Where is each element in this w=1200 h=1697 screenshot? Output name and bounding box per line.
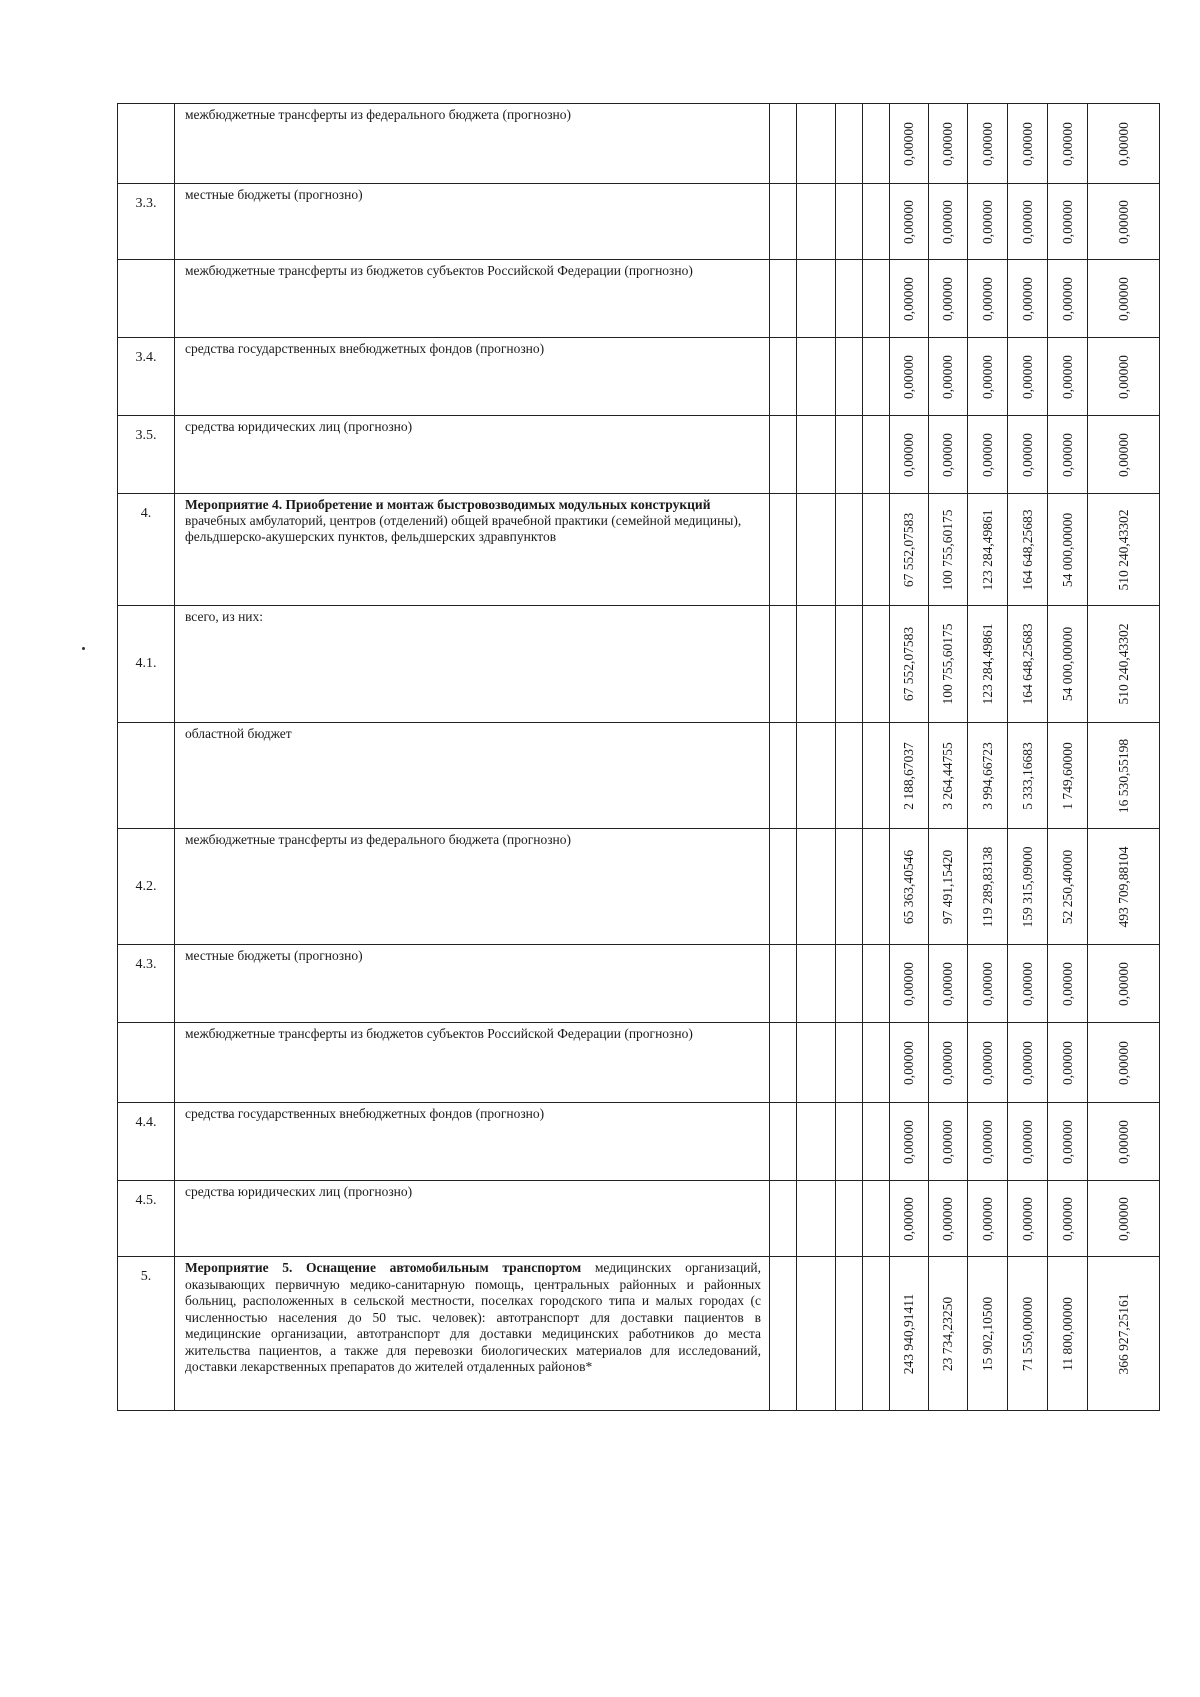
value-cell <box>1008 416 1048 494</box>
value-text: 71 550,00000 <box>1019 1296 1035 1371</box>
empty-cell <box>836 1181 863 1257</box>
value-cell <box>929 1181 968 1257</box>
value-cell <box>968 1257 1008 1411</box>
value-cell <box>1048 338 1088 416</box>
value-cell <box>890 723 929 829</box>
empty-cell <box>836 416 863 494</box>
row-label <box>175 1257 770 1411</box>
value-cell <box>1008 723 1048 829</box>
value-text: 159 315,09000 <box>1019 846 1035 927</box>
value-text: 0,00000 <box>1115 354 1131 399</box>
value-cell <box>890 104 929 184</box>
row-number: 4.3. <box>118 945 175 1023</box>
table-row <box>118 606 1160 723</box>
value-cell <box>1088 184 1160 260</box>
value-text: 67 552,07583 <box>901 512 916 587</box>
value-cell <box>968 416 1008 494</box>
empty-cell <box>836 260 863 338</box>
row-label <box>175 1103 770 1181</box>
row-label <box>175 104 770 184</box>
row-number <box>118 1023 175 1103</box>
value-cell <box>929 1103 968 1181</box>
row-label-text: средства государственных внебюджетных фондов (прогнозно) <box>185 1106 545 1121</box>
value-text: 0,00000 <box>979 961 995 1006</box>
empty-cell <box>770 416 797 494</box>
empty-cell <box>797 829 836 945</box>
row-number: 4. <box>118 494 175 606</box>
value-text: 0,00000 <box>979 1040 995 1085</box>
value-cell <box>1088 1023 1160 1103</box>
value-cell <box>968 104 1008 184</box>
empty-cell <box>797 104 836 184</box>
empty-cell <box>770 338 797 416</box>
value-cell <box>1048 1181 1088 1257</box>
empty-cell <box>836 1257 863 1411</box>
value-text: 0,00000 <box>1059 1196 1075 1241</box>
row-label-text: всего, из них: <box>185 609 264 624</box>
value-cell <box>890 494 929 606</box>
row-label <box>175 338 770 416</box>
row-label-text: средства юридических лиц (прогнозно) <box>185 419 413 434</box>
value-text: 0,00000 <box>940 1040 955 1085</box>
row-number <box>118 104 175 184</box>
row-number <box>118 723 175 829</box>
value-cell <box>890 1181 929 1257</box>
row-label <box>175 416 770 494</box>
value-cell <box>1088 1181 1160 1257</box>
empty-cell <box>797 260 836 338</box>
value-text: 0,00000 <box>1019 121 1035 166</box>
empty-cell <box>863 184 890 260</box>
empty-cell <box>863 1181 890 1257</box>
value-cell <box>968 184 1008 260</box>
value-cell <box>1088 1257 1160 1411</box>
value-cell <box>929 945 968 1023</box>
budget-table <box>117 103 1160 1411</box>
row-label <box>175 260 770 338</box>
row-number: 4.4. <box>118 1103 175 1181</box>
value-text: 0,00000 <box>940 354 955 399</box>
row-number <box>118 260 175 338</box>
value-cell <box>1048 1103 1088 1181</box>
value-cell <box>968 1181 1008 1257</box>
table-row <box>118 1257 1160 1411</box>
value-cell <box>1088 260 1160 338</box>
value-text: 54 000,00000 <box>1059 626 1075 702</box>
value-cell <box>968 945 1008 1023</box>
value-cell <box>890 945 929 1023</box>
empty-cell <box>770 494 797 606</box>
value-cell <box>1008 104 1048 184</box>
row-label-text: средства юридических лиц (прогнозно) <box>185 1184 413 1199</box>
value-cell <box>968 723 1008 829</box>
value-text: 1 749,60000 <box>1059 741 1075 810</box>
empty-cell <box>836 606 863 723</box>
value-text: 0,00000 <box>1115 1196 1131 1241</box>
empty-cell <box>770 184 797 260</box>
value-text: 0,00000 <box>1115 432 1131 477</box>
value-text: 510 240,43302 <box>1115 509 1131 590</box>
row-label <box>175 829 770 945</box>
table-row <box>118 184 1160 260</box>
table-row <box>118 338 1160 416</box>
empty-cell <box>797 338 836 416</box>
value-cell <box>1048 723 1088 829</box>
table-body <box>118 104 1160 1411</box>
value-text: 0,00000 <box>1059 199 1075 244</box>
empty-cell <box>797 1103 836 1181</box>
value-text: 0,00000 <box>901 354 916 399</box>
table-row <box>118 260 1160 338</box>
value-text: 65 363,40546 <box>901 849 916 924</box>
value-text: 0,00000 <box>1059 432 1075 477</box>
empty-cell <box>770 1023 797 1103</box>
empty-cell <box>836 1103 863 1181</box>
value-text: 0,00000 <box>1059 1119 1075 1164</box>
row-label <box>175 494 770 606</box>
value-text: 0,00000 <box>940 1196 955 1241</box>
empty-cell <box>836 338 863 416</box>
value-cell <box>1008 184 1048 260</box>
empty-cell <box>863 945 890 1023</box>
value-cell <box>1008 494 1048 606</box>
row-label-bold: Мероприятие 4. Приобретение и монтаж быстровозводимых модульных конструкций <box>185 497 711 512</box>
row-label <box>175 1023 770 1103</box>
empty-cell <box>770 829 797 945</box>
value-cell <box>968 606 1008 723</box>
value-cell <box>929 1023 968 1103</box>
value-text: 0,00000 <box>1115 199 1131 244</box>
empty-cell <box>797 945 836 1023</box>
value-cell <box>1048 1023 1088 1103</box>
row-label-text: межбюджетные трансферты из бюджетов субъектов Российской Федерации (прогнозно) <box>185 263 693 278</box>
value-cell <box>1048 829 1088 945</box>
row-label-text: средства государственных внебюджетных фондов (прогнозно) <box>185 341 545 356</box>
value-cell <box>1088 829 1160 945</box>
value-text: 0,00000 <box>1115 1040 1131 1085</box>
value-cell <box>890 829 929 945</box>
empty-cell <box>863 723 890 829</box>
value-text: 119 289,83138 <box>979 846 995 927</box>
value-cell <box>1008 1103 1048 1181</box>
empty-cell <box>797 494 836 606</box>
empty-cell <box>770 260 797 338</box>
value-text: 0,00000 <box>1059 121 1075 166</box>
empty-cell <box>863 338 890 416</box>
row-label-text: межбюджетные трансферты из бюджетов субъектов Российской Федерации (прогнозно) <box>185 1026 693 1041</box>
value-cell <box>929 184 968 260</box>
value-cell <box>1048 104 1088 184</box>
value-text: 54 000,00000 <box>1059 512 1075 587</box>
value-text: 100 755,60175 <box>940 623 955 705</box>
empty-cell <box>770 1257 797 1411</box>
table-row <box>118 494 1160 606</box>
value-text: 0,00000 <box>979 354 995 399</box>
value-cell <box>1048 260 1088 338</box>
value-text: 0,00000 <box>1019 961 1035 1006</box>
value-text: 5 333,16683 <box>1019 741 1035 810</box>
value-cell <box>929 494 968 606</box>
value-cell <box>890 184 929 260</box>
value-text: 0,00000 <box>1059 354 1075 399</box>
value-cell <box>1048 416 1088 494</box>
row-label <box>175 606 770 723</box>
empty-cell <box>863 829 890 945</box>
empty-cell <box>797 1181 836 1257</box>
value-text: 2 188,67037 <box>901 741 916 810</box>
empty-cell <box>770 1181 797 1257</box>
value-text: 3 994,66723 <box>979 741 995 810</box>
value-text: 0,00000 <box>1115 121 1131 166</box>
value-cell <box>1088 416 1160 494</box>
value-text: 510 240,43302 <box>1115 623 1131 705</box>
value-cell <box>968 494 1008 606</box>
empty-cell <box>863 104 890 184</box>
value-cell <box>890 416 929 494</box>
empty-cell <box>770 1103 797 1181</box>
row-label <box>175 945 770 1023</box>
empty-cell <box>770 723 797 829</box>
value-text: 0,00000 <box>901 121 916 166</box>
value-cell <box>929 338 968 416</box>
value-cell <box>968 260 1008 338</box>
empty-cell <box>836 723 863 829</box>
row-number: 4.2. <box>118 829 175 945</box>
value-cell <box>1008 1023 1048 1103</box>
empty-cell <box>797 184 836 260</box>
empty-cell <box>797 1023 836 1103</box>
empty-cell <box>863 606 890 723</box>
value-cell <box>929 104 968 184</box>
value-cell <box>1088 606 1160 723</box>
value-cell <box>1008 1181 1048 1257</box>
empty-cell <box>863 260 890 338</box>
value-text: 123 284,49861 <box>979 623 995 705</box>
value-cell <box>929 416 968 494</box>
empty-cell <box>797 723 836 829</box>
value-text: 67 552,07583 <box>901 626 916 702</box>
value-text: 23 734,23250 <box>940 1296 955 1371</box>
empty-cell <box>797 1257 836 1411</box>
empty-cell <box>836 1023 863 1103</box>
value-text: 97 491,15420 <box>940 849 955 924</box>
value-cell <box>968 338 1008 416</box>
table-row <box>118 416 1160 494</box>
value-text: 0,00000 <box>1019 1119 1035 1164</box>
value-text: 164 648,25683 <box>1019 509 1035 590</box>
row-number: 4.5. <box>118 1181 175 1257</box>
value-cell <box>929 260 968 338</box>
value-cell <box>1088 945 1160 1023</box>
empty-cell <box>770 104 797 184</box>
value-cell <box>890 1103 929 1181</box>
value-cell <box>1008 338 1048 416</box>
value-cell <box>929 1257 968 1411</box>
row-number: 4.1. <box>118 606 175 723</box>
value-text: 0,00000 <box>940 121 955 166</box>
value-text: 0,00000 <box>979 121 995 166</box>
value-cell <box>1088 1103 1160 1181</box>
empty-cell <box>863 416 890 494</box>
row-label <box>175 184 770 260</box>
value-cell <box>968 1103 1008 1181</box>
empty-cell <box>836 184 863 260</box>
value-cell <box>1048 945 1088 1023</box>
value-cell <box>1008 1257 1048 1411</box>
value-cell <box>1088 338 1160 416</box>
value-text: 0,00000 <box>1019 354 1035 399</box>
empty-cell <box>863 1023 890 1103</box>
value-text: 0,00000 <box>1019 276 1035 321</box>
value-text: 0,00000 <box>1115 276 1131 321</box>
table-row <box>118 104 1160 184</box>
value-text: 0,00000 <box>901 961 916 1006</box>
value-cell <box>968 1023 1008 1103</box>
value-text: 0,00000 <box>901 1040 916 1085</box>
value-text: 0,00000 <box>940 432 955 477</box>
value-cell <box>890 1023 929 1103</box>
value-text: 0,00000 <box>901 1119 916 1164</box>
empty-cell <box>836 494 863 606</box>
table-row <box>118 1103 1160 1181</box>
row-label-text: врачебных амбулаторий, центров (отделений) общей врачебной практики (семейной медицины), фельдшерско-акушерских пунктов, фельдшерских здравпунктов <box>185 513 742 544</box>
value-cell <box>1008 260 1048 338</box>
value-cell <box>1008 829 1048 945</box>
table-row <box>118 723 1160 829</box>
value-text: 0,00000 <box>940 276 955 321</box>
value-cell <box>1008 945 1048 1023</box>
value-text: 0,00000 <box>901 1196 916 1241</box>
value-text: 0,00000 <box>1019 1040 1035 1085</box>
row-label-text: местные бюджеты (прогнозно) <box>185 948 363 963</box>
row-label-text: межбюджетные трансферты из федерального бюджета (прогнозно) <box>185 107 572 122</box>
value-text: 493 709,88104 <box>1115 846 1131 927</box>
empty-cell <box>863 494 890 606</box>
value-cell <box>1088 723 1160 829</box>
value-cell <box>890 606 929 723</box>
value-text: 164 648,25683 <box>1019 623 1035 705</box>
row-label <box>175 1181 770 1257</box>
value-text: 0,00000 <box>940 199 955 244</box>
row-label-text: межбюджетные трансферты из федерального бюджета (прогнозно) <box>185 832 572 847</box>
value-text: 366 927,25161 <box>1115 1293 1131 1374</box>
value-text: 0,00000 <box>1115 961 1131 1006</box>
value-text: 0,00000 <box>1019 432 1035 477</box>
value-text: 0,00000 <box>979 1119 995 1164</box>
value-text: 0,00000 <box>979 276 995 321</box>
empty-cell <box>836 104 863 184</box>
empty-cell <box>836 945 863 1023</box>
row-label-text: областной бюджет <box>185 726 292 741</box>
row-label-text: медицинских организаций, оказывающих первичную медико-санитарную помощь, центральных районных и районных больниц, расположенных в сельской местности, поселках городского типа и малых городах (с численностью населения до 50 тыс. человек): автотранспорт для доставки пациентов в медицинские организации, автотранспорт для доставки медицинских работников до места жительства пациентов, а также для перевозки биологических материалов для исследований, доставки лекарственных препаратов до жителей отдаленных районов* <box>185 1260 761 1374</box>
row-label-text: местные бюджеты (прогнозно) <box>185 187 363 202</box>
value-cell <box>929 606 968 723</box>
empty-cell <box>863 1103 890 1181</box>
table-row <box>118 829 1160 945</box>
value-cell <box>1008 606 1048 723</box>
empty-cell <box>797 606 836 723</box>
value-text: 0,00000 <box>979 432 995 477</box>
empty-cell <box>770 945 797 1023</box>
empty-cell <box>863 1257 890 1411</box>
value-cell <box>890 1257 929 1411</box>
value-text: 0,00000 <box>901 199 916 244</box>
value-cell <box>929 829 968 945</box>
table-row <box>118 1181 1160 1257</box>
value-text: 0,00000 <box>1059 1040 1075 1085</box>
value-cell <box>1048 184 1088 260</box>
value-cell <box>1048 606 1088 723</box>
value-cell <box>1048 1257 1088 1411</box>
value-text: 0,00000 <box>940 961 955 1006</box>
value-text: 3 264,44755 <box>940 741 955 810</box>
table-row <box>118 1023 1160 1103</box>
value-text: 0,00000 <box>901 432 916 477</box>
value-text: 0,00000 <box>979 199 995 244</box>
value-text: 11 800,00000 <box>1059 1296 1075 1371</box>
value-text: 52 250,40000 <box>1059 849 1075 924</box>
value-text: 0,00000 <box>1059 961 1075 1006</box>
value-text: 0,00000 <box>901 276 916 321</box>
scan-dot <box>82 647 85 650</box>
row-number: 5. <box>118 1257 175 1411</box>
value-text: 0,00000 <box>940 1119 955 1164</box>
value-text: 0,00000 <box>1115 1119 1131 1164</box>
value-cell <box>929 723 968 829</box>
row-label-bold: Мероприятие 5. Оснащение автомобильным транспортом <box>185 1260 582 1275</box>
value-cell <box>1048 494 1088 606</box>
value-cell <box>890 260 929 338</box>
value-text: 0,00000 <box>1019 199 1035 244</box>
value-text: 16 530,55198 <box>1115 738 1131 813</box>
value-text: 0,00000 <box>1059 276 1075 321</box>
table-row <box>118 945 1160 1023</box>
value-cell <box>890 338 929 416</box>
value-cell <box>1088 104 1160 184</box>
empty-cell <box>770 606 797 723</box>
row-label <box>175 723 770 829</box>
value-text: 15 902,10500 <box>979 1296 995 1371</box>
value-text: 0,00000 <box>979 1196 995 1241</box>
empty-cell <box>797 416 836 494</box>
row-number: 3.5. <box>118 416 175 494</box>
empty-cell <box>836 829 863 945</box>
row-number: 3.3. <box>118 184 175 260</box>
value-cell <box>968 829 1008 945</box>
value-text: 243 940,91411 <box>901 1293 916 1374</box>
value-text: 123 284,49861 <box>979 509 995 590</box>
value-text: 0,00000 <box>1019 1196 1035 1241</box>
row-number: 3.4. <box>118 338 175 416</box>
value-text: 100 755,60175 <box>940 509 955 590</box>
value-cell <box>1088 494 1160 606</box>
